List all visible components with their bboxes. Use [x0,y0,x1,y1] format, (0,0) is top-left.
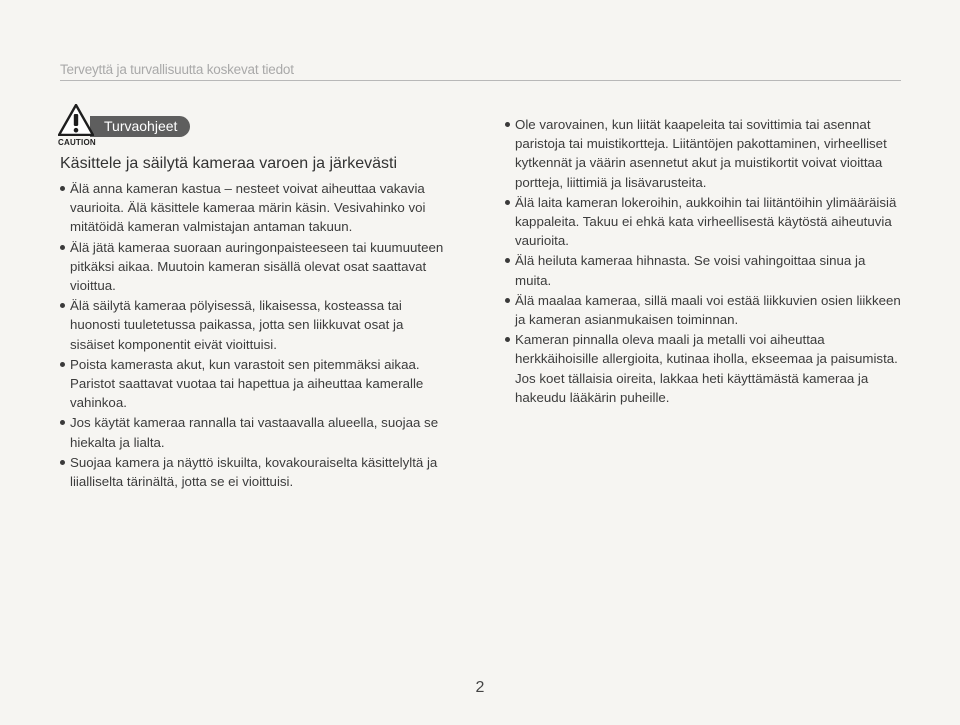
left-column-list [60,179,450,492]
list-item: Älä laita kameran lokeroihin, aukkoihin tai liitäntöihin ylimääräisiä kappaleita. Takuu ei ehkä kata virheellisestä käytöstä aiheutuvia vaurioita. [505,193,901,251]
list-item: Älä säilytä kameraa pölyisessä, likaisessa, kosteassa tai huonosti tuuletetussa paikassa, jotta sen liikkuvat osat ja sisäiset komponentit eivät vioittuisi. [60,296,450,354]
list-item: Älä anna kameran kastua – nesteet voivat aiheuttaa vakavia vaurioita. Älä käsittele kameraa märin käsin. Vesivahinko voi mitätöidä kameran valmistajan antaman takuun. [60,179,450,237]
list-item: Poista kamerasta akut, kun varastoit sen pitemmäksi aikaa. Paristot saattavat vuotaa tai hapettua ja aiheuttaa kameralle vahinkoa. [60,355,450,413]
caution-label: CAUTION [58,138,96,147]
list-item: Jos käytät kameraa rannalla tai vastaavalla alueella, suojaa se hiekalta ja lialta. [60,413,450,451]
warning-icon [58,104,94,136]
list-item: Älä jätä kameraa suoraan auringonpaisteeseen tai kuumuuteen pitkäksi aikaa. Muutoin kameran sisällä olevat osat saattavat vioittua. [60,238,450,296]
list-item: Kameran pinnalla oleva maali ja metalli voi aiheuttaa herkkäihoisille allergioita, kutinaa iholla, ekseemaa ja paisumista. Jos koet tällaisia oireita, lakkaa heti käyttämästä kameraa ja hakeudu lääkärin puheille. [505,330,901,407]
page-header [60,62,901,81]
caution-title: Turvaohjeet [90,116,190,137]
page-number: 2 [475,679,485,696]
header-title: Terveyttä ja turvallisuutta koskevat tiedot [60,62,294,77]
list-item: Suojaa kamera ja näyttö iskuilta, kovakouraiselta käsittelyltä ja liialliselta tärinältä, jotta se ei vioittuisi. [60,453,450,491]
list-item: Ole varovainen, kun liität kaapeleita tai sovittimia tai asennat paristoja tai muistikortteja. Liitäntöjen pakottaminen, virheelliset kytkennät ja väärin asennetut akut ja muistikortit voivat vioittaa portteja, liittimiä ja lisävarusteita. [505,115,901,192]
list-item: Älä maalaa kameraa, sillä maali voi estää liikkuvien osien liikkeen ja kameran asianmukaisen toiminnan. [505,291,901,329]
right-column-list [505,115,901,408]
section-heading: Käsittele ja säilytä kameraa varoen ja järkevästi [60,155,398,172]
list-item: Älä heiluta kameraa hihnasta. Se voisi vahingoittaa sinua ja muita. [505,251,901,289]
